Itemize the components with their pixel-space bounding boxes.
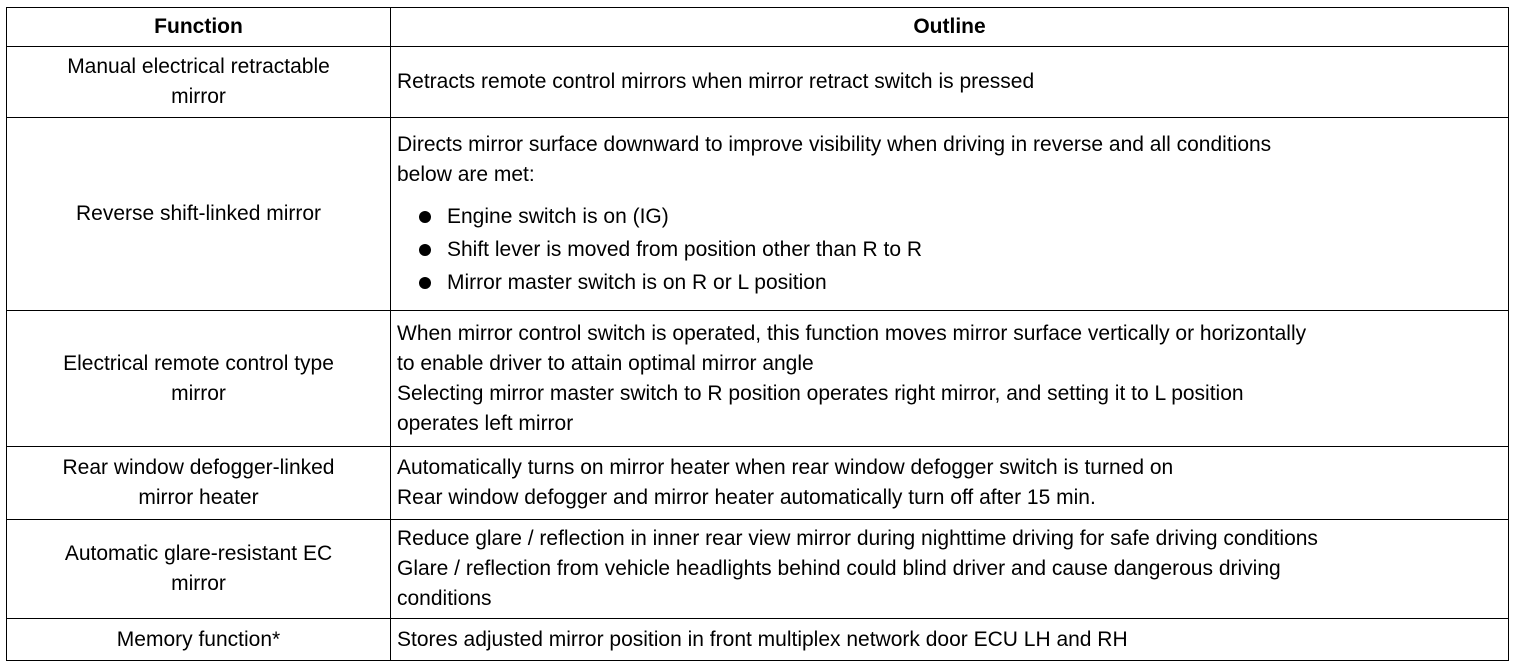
- outline-text: Reduce glare / reflection in inner rear view mirror during nighttime driving for safe driving conditions: [397, 527, 1318, 550]
- outline-cell: [391, 447, 1509, 520]
- column-header-function: Function: [7, 8, 391, 47]
- condition-text: Engine switch is on (IG): [447, 204, 669, 228]
- function-text: mirror: [171, 381, 226, 405]
- function-text: mirror: [171, 572, 226, 595]
- outline-text: Retracts remote control mirrors when mirror retract switch is pressed: [397, 70, 1035, 93]
- table-row: [7, 118, 1509, 311]
- outline-cell: [391, 47, 1509, 118]
- outline-cell: [391, 118, 1509, 311]
- function-text: mirror: [171, 85, 226, 108]
- condition-text: Mirror master switch is on R or L position: [447, 270, 827, 294]
- function-text: Automatic glare-resistant EC: [64, 542, 333, 565]
- function-text: Memory function*: [116, 627, 281, 651]
- column-header-outline: Outline: [391, 8, 1509, 47]
- outline-text: to enable driver to attain optimal mirror angle: [397, 351, 814, 375]
- condition-list: [397, 200, 1502, 299]
- function-cell: [7, 47, 391, 118]
- outline-text: operates left mirror: [397, 411, 574, 435]
- table-header-row: [7, 8, 1509, 47]
- table-row: [7, 619, 1509, 661]
- bullet-icon: [419, 211, 431, 223]
- function-cell: [7, 619, 391, 661]
- outline-cell: [391, 520, 1509, 619]
- function-cell: [7, 520, 391, 619]
- bullet-icon: [419, 244, 431, 256]
- table-row: [7, 447, 1509, 520]
- outline-text: below are met:: [397, 162, 535, 186]
- outline-text: Rear window defogger and mirror heater automatically turn off after 15 min.: [397, 486, 1096, 509]
- condition-list-item: [413, 200, 1502, 233]
- outline-text: When mirror control switch is operated, this function moves mirror surface vertically or horizontally: [397, 321, 1307, 345]
- function-text: Rear window defogger-linked: [62, 456, 335, 479]
- table-row: [7, 47, 1509, 118]
- function-text: Reverse shift-linked mirror: [75, 202, 322, 225]
- function-cell: [7, 447, 391, 520]
- condition-list-item: [413, 233, 1502, 266]
- condition-text: Shift lever is moved from position other than R to R: [447, 237, 923, 261]
- function-text: Electrical remote control type: [63, 351, 334, 375]
- bullet-icon: [419, 277, 431, 289]
- mirror-functions-table-container: [6, 7, 1508, 661]
- function-text: mirror heater: [138, 486, 259, 509]
- outline-cell: [391, 619, 1509, 661]
- function-cell: [7, 311, 391, 447]
- condition-list-item: [413, 266, 1502, 299]
- mirror-functions-table: [6, 7, 1509, 661]
- outline-text: Automatically turns on mirror heater when rear window defogger switch is turned on: [397, 456, 1174, 479]
- function-text: Manual electrical retractable: [67, 55, 330, 78]
- outline-text: conditions: [397, 587, 492, 610]
- outline-text: Directs mirror surface downward to improve visibility when driving in reverse and all conditions: [397, 132, 1272, 156]
- outline-text: Stores adjusted mirror position in front multiplex network door ECU LH and RH: [397, 627, 1128, 651]
- table-row: [7, 311, 1509, 447]
- outline-text: Selecting mirror master switch to R position operates right mirror, and setting it to L position: [397, 381, 1244, 405]
- function-cell: [7, 118, 391, 311]
- outline-cell: [391, 311, 1509, 447]
- outline-text: Glare / reflection from vehicle headlights behind could blind driver and cause dangerous driving: [397, 557, 1281, 580]
- table-row: [7, 520, 1509, 619]
